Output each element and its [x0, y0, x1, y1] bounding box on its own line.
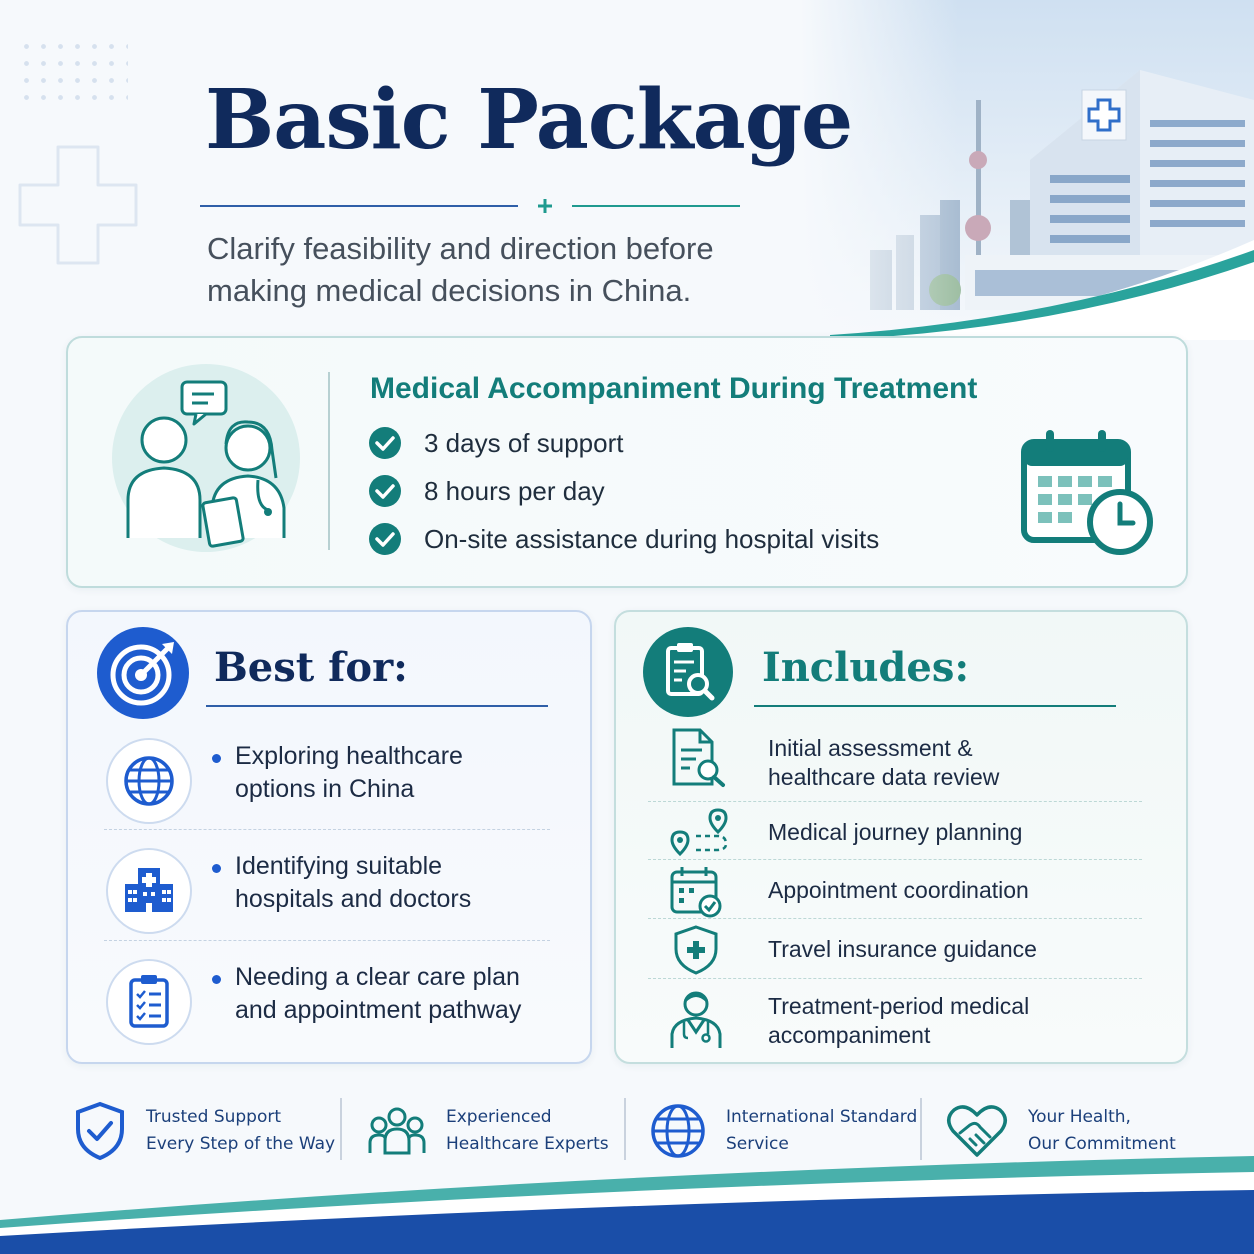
- list-item: [648, 728, 1148, 798]
- list-item-line: hospitals and doctors: [235, 885, 472, 913]
- feature-text: On-site assistance during hospital visits: [424, 523, 880, 554]
- list-item-line: options in China: [235, 775, 415, 803]
- feature-item: [368, 423, 968, 463]
- includes-title: Includes:: [762, 644, 970, 691]
- doctor-patient-consult-icon: [108, 360, 304, 556]
- doctor-icon: [666, 988, 726, 1050]
- row-divider: [648, 801, 1142, 802]
- route-pin-icon: [666, 808, 732, 858]
- document-search-icon: [666, 728, 730, 790]
- feature-text: 3 days of support: [424, 427, 624, 458]
- feature-item: [368, 519, 968, 559]
- section-underline: [206, 705, 548, 707]
- bullet: [212, 864, 221, 873]
- hospital-icon: [106, 848, 192, 934]
- list-item: [106, 732, 566, 822]
- card-divider: [328, 372, 330, 550]
- row-divider: [648, 978, 1142, 979]
- globe-icon: [106, 738, 192, 824]
- list-item: [648, 866, 1148, 918]
- clipboard-checklist-icon: [106, 959, 192, 1045]
- shield-plus-icon: [666, 925, 726, 975]
- list-item-text: [768, 818, 1148, 847]
- footer-badge-line: International Standard: [726, 1107, 918, 1127]
- list-item-line: accompaniment: [768, 1022, 931, 1048]
- page-subtitle: Clarify feasibility and direction before making medical decisions in China.: [207, 231, 714, 308]
- check-circle-icon: [368, 426, 402, 460]
- list-item: [648, 988, 1148, 1052]
- list-item-line: Treatment-period medical: [768, 993, 1030, 1019]
- list-item-line: Identifying suitable: [235, 852, 443, 880]
- accompaniment-title: Medical Accompaniment During Treatment: [370, 372, 978, 405]
- list-item-text: [768, 935, 1148, 964]
- list-item-line: Appointment coordination: [768, 877, 1029, 903]
- check-circle-icon: [368, 522, 402, 556]
- list-item-line: Initial assessment &: [768, 735, 973, 761]
- list-item-line: Medical journey planning: [768, 819, 1023, 845]
- list-item-text: [768, 876, 1148, 905]
- list-item-line: healthcare data review: [768, 764, 1000, 790]
- bottom-wave-decoration: [0, 1150, 1254, 1254]
- list-item-text: [235, 850, 565, 916]
- footer-badge-line: Service: [726, 1134, 789, 1154]
- list-item-line: Exploring healthcare: [235, 742, 463, 770]
- clipboard-search-icon: [642, 626, 734, 718]
- best-for-title: Best for:: [214, 644, 408, 691]
- row-divider: [648, 859, 1142, 860]
- list-item: [648, 925, 1148, 977]
- medical-cross-outline-icon: [18, 145, 138, 265]
- title-divider: [200, 196, 740, 216]
- footer-badge-line: Healthcare Experts: [446, 1134, 609, 1154]
- decorative-dot-grid: [18, 38, 128, 108]
- list-item-line: and appointment pathway: [235, 996, 522, 1024]
- list-item-text: [235, 961, 565, 1027]
- bullet: [212, 754, 221, 763]
- list-item: [106, 953, 566, 1043]
- hospital-skyline-illustration: [800, 0, 1254, 340]
- row-divider: [104, 829, 550, 830]
- section-underline: [754, 705, 1116, 707]
- bullet: [212, 975, 221, 984]
- footer-badge-line: Your Health,: [1028, 1107, 1131, 1127]
- target-icon: [96, 626, 190, 720]
- list-item: [648, 808, 1148, 860]
- list-item-text: [768, 992, 1148, 1050]
- footer-badge-line: Every Step of the Way: [146, 1134, 336, 1154]
- list-item-line: Travel insurance guidance: [768, 936, 1037, 962]
- calendar-clock-icon: [1020, 428, 1154, 558]
- list-item-line: Needing a clear care plan: [235, 963, 520, 991]
- feature-text: 8 hours per day: [424, 475, 605, 506]
- list-item-text: [768, 734, 1148, 792]
- footer-badge-line: Trusted Support: [146, 1107, 282, 1127]
- feature-item: [368, 471, 968, 511]
- calendar-check-icon: [666, 866, 726, 918]
- footer-badge-line: Our Commitment: [1028, 1134, 1176, 1154]
- footer-badge-line: Experienced: [446, 1107, 552, 1127]
- row-divider: [648, 918, 1142, 919]
- list-item-text: [235, 740, 565, 806]
- page-title: Basic Package: [205, 72, 853, 168]
- check-circle-icon: [368, 474, 402, 508]
- row-divider: [104, 940, 550, 941]
- list-item: [106, 842, 566, 932]
